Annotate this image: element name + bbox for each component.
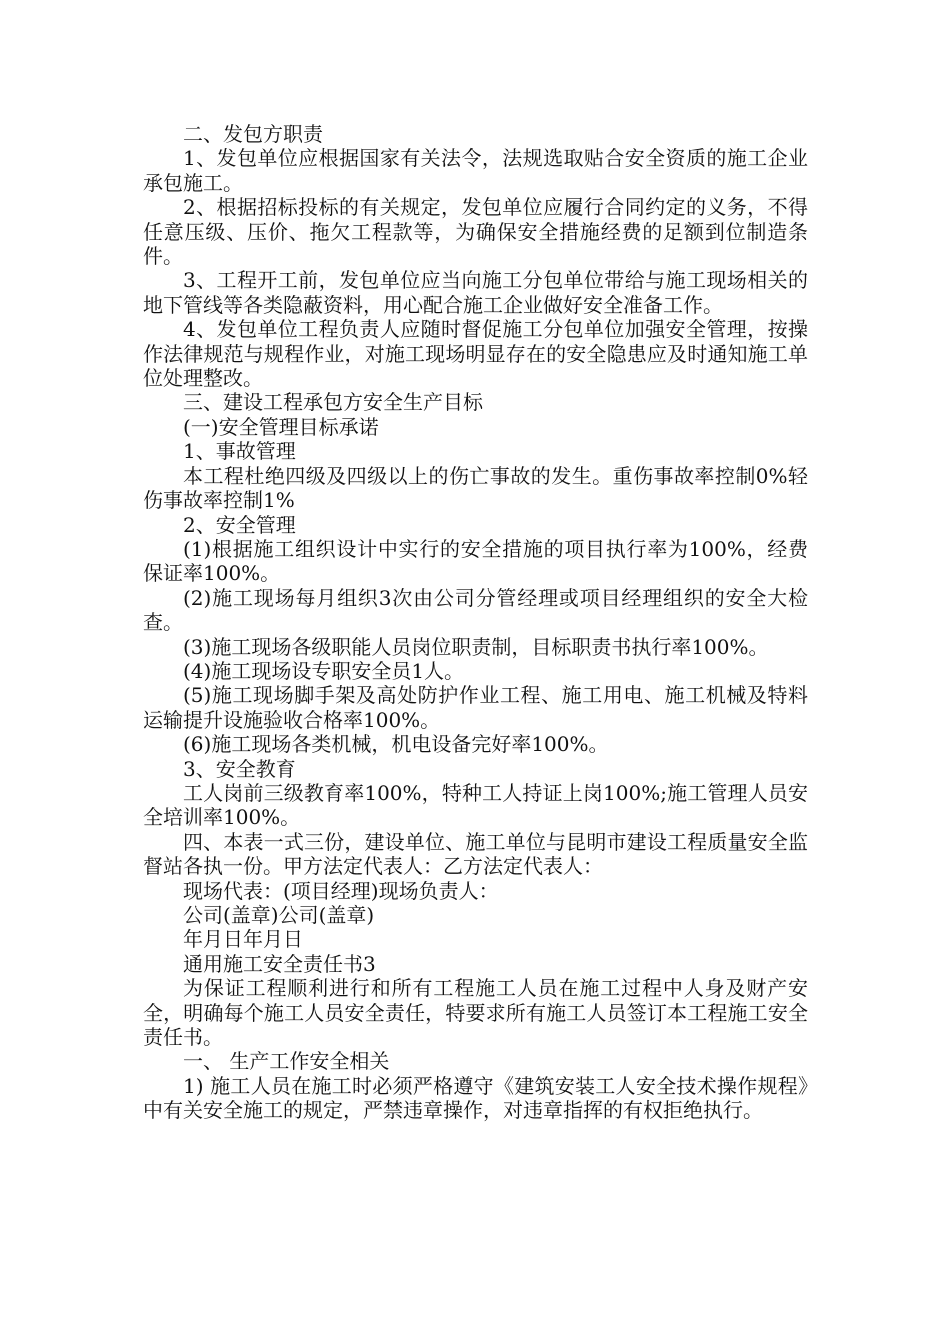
list-item: (5)施工现场脚手架及高处防护作业工程、施工用电、施工机械及特料运输提升设施验收合格率100%。 — [143, 683, 808, 732]
document-title: 通用施工安全责任书3 — [183, 951, 376, 976]
section-heading: 三、建设工程承包方安全生产目标 — [183, 390, 483, 415]
paragraph: 2、根据招标投标的有关规定，发包单位应履行合同约定的义务，不得任意压级、压价、拖欠工程款等，为确保安全措施经费的足额到位制造条件。 — [143, 195, 808, 269]
list-item: (2)施工现场每月组织3次由公司分管经理或项目经理组织的安全大检查。 — [143, 585, 808, 635]
document-page — [143, 122, 808, 1123]
section-heading: 一、 生产工作安全相关 — [183, 1049, 390, 1074]
list-item: (4)施工现场设专职安全员1人。 — [183, 658, 465, 683]
item-heading: 1、事故管理 — [183, 439, 296, 464]
item-heading: 2、安全管理 — [183, 512, 296, 537]
paragraph: 本工程杜绝四级及四级以上的伤亡事故的发生。重伤事故率控制0%轻伤事故率控制1% — [143, 463, 808, 513]
list-item: (3)施工现场各级职能人员岗位职责制，目标职责书执行率100%。 — [183, 634, 769, 659]
section-heading: 二、发包方职责 — [183, 122, 323, 146]
list-item: (6)施工现场各类机械，机电设备完好率100%。 — [183, 732, 609, 757]
paragraph: 工人岗前三级教育率100%，特种工人持证上岗100%;施工管理人员安全培训率100%。 — [143, 780, 808, 830]
section-heading: 四、本表一式三份，建设单位、施工单位与昆明市建设工程质量安全监督站各执一份。甲方法定代表人：乙方法定代表人： — [143, 829, 808, 879]
subsection-heading: (一)安全管理目标承诺 — [183, 414, 379, 439]
paragraph: 为保证工程顺利进行和所有工程施工人员在施工过程中人身及财产安全，明确每个施工人员安全责任，特要求所有施工人员签订本工程施工安全责任书。 — [143, 976, 808, 1050]
signature-line: 公司(盖章)公司(盖章) — [183, 903, 375, 927]
date-line: 年月日年月日 — [183, 927, 303, 952]
paragraph: 4、发包单位工程负责人应随时督促施工分包单位加强安全管理，按操作法律规范与规程作业，对施工现场明显存在的安全隐患应及时通知施工单位处理整改。 — [143, 317, 808, 391]
list-item: (1)根据施工组织设计中实行的安全措施的项目执行率为100%，经费保证率100%。 — [143, 536, 808, 586]
item-heading: 3、安全教育 — [183, 756, 296, 781]
signature-line: 现场代表：(项目经理)现场负责人： — [183, 878, 499, 903]
paragraph: 1) 施工人员在施工时必须严格遵守《建筑安装工人安全技术操作规程》中有关安全施工的规定，严禁违章操作，对违章指挥的有权拒绝执行。 — [143, 1073, 808, 1123]
paragraph: 1、发包单位应根据国家有关法令，法规选取贴合安全资质的施工企业承包施工。 — [143, 146, 808, 195]
paragraph: 3、工程开工前，发包单位应当向施工分包单位带给与施工现场相关的地下管线等各类隐蔽资料，用心配合施工企业做好安全准备工作。 — [143, 268, 808, 317]
